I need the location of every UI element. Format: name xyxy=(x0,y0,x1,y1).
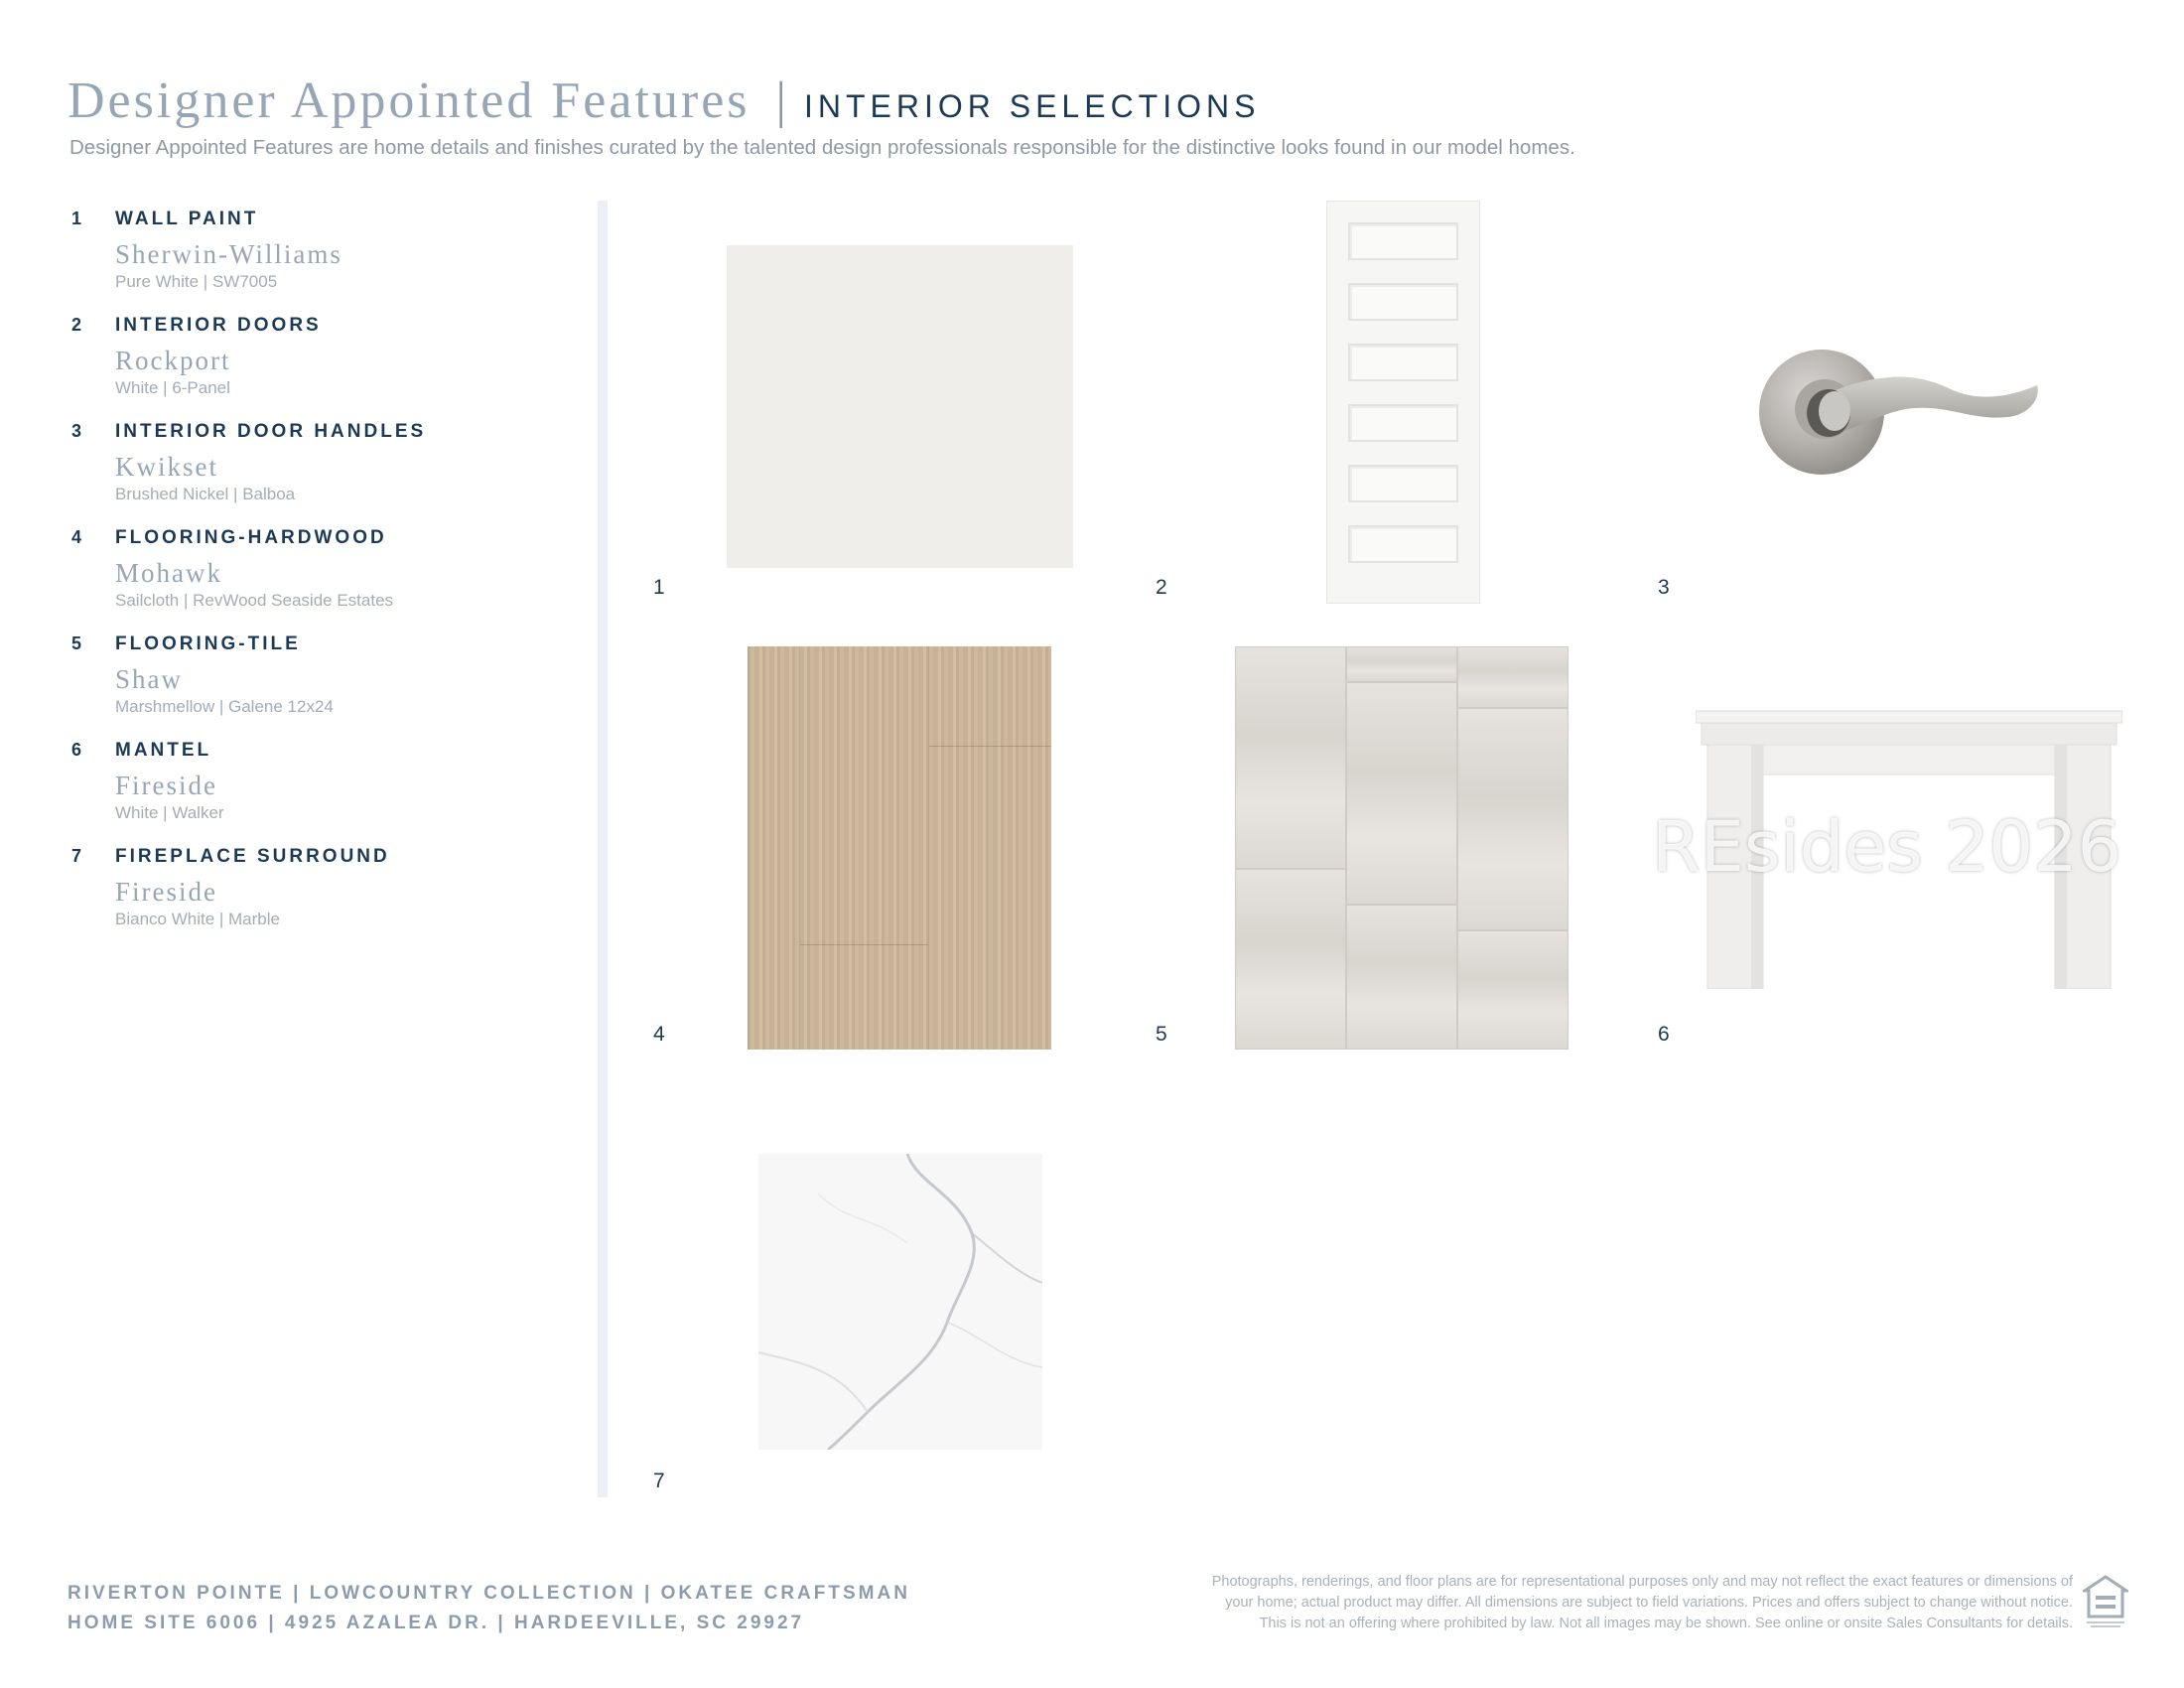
intro-text: Designer Appointed Features are home details and finishes curated by the talented design professionals responsible for the distinctive looks found in our model homes. xyxy=(69,136,1575,159)
item-category: INTERIOR DOOR HANDLES xyxy=(115,421,427,442)
footer-disclaimer xyxy=(1050,1572,2073,1634)
item-number: 6 xyxy=(71,740,82,760)
item-category: MANTEL xyxy=(115,740,212,761)
item-number: 4 xyxy=(71,527,82,547)
item-number: 3 xyxy=(71,421,82,441)
item-category: FIREPLACE SURROUND xyxy=(115,846,390,867)
tile-piece xyxy=(1346,682,1457,905)
item-category: FLOORING-HARDWOOD xyxy=(115,527,387,548)
footer-address xyxy=(68,1579,910,1638)
item-number: 5 xyxy=(71,633,82,653)
stone-tile-image xyxy=(1235,646,1569,1050)
page-subtitle: INTERIOR SELECTIONS xyxy=(803,88,1261,124)
page-title: Designer Appointed Features xyxy=(68,72,751,129)
item-number: 2 xyxy=(71,315,82,335)
tile-piece xyxy=(1457,708,1569,930)
disclaimer-line: your home; actual product may differ. All dimensions are subject to field variations. Prices and offers subject to change without notice. xyxy=(1225,1595,2073,1611)
lever-door-handle-image xyxy=(1747,338,2045,487)
item-number: 7 xyxy=(71,846,82,866)
door-panel xyxy=(1348,283,1458,321)
list-item xyxy=(71,419,588,525)
list-item xyxy=(71,738,588,844)
equal-housing-opportunity-icon xyxy=(2083,1575,2128,1628)
item-brand: Mohawk xyxy=(115,558,222,588)
item-brand: Fireside xyxy=(115,771,217,800)
item-brand: Fireside xyxy=(115,877,217,907)
disclaimer-line: Photographs, renderings, and floor plans are for representational purposes only and may not reflect the exact features or dimensions of xyxy=(1211,1574,2073,1590)
gallery-label-6: 6 xyxy=(1658,1023,1670,1046)
item-brand: Kwikset xyxy=(115,452,218,482)
item-number: 1 xyxy=(71,209,82,228)
selection-list xyxy=(71,207,588,950)
tile-piece xyxy=(1235,646,1346,869)
plank-seam xyxy=(800,944,928,945)
page-header xyxy=(68,71,1260,130)
item-category: WALL PAINT xyxy=(115,209,259,229)
list-item xyxy=(71,207,588,313)
marble-slab-image xyxy=(758,1154,1042,1450)
gallery-label-5: 5 xyxy=(1156,1023,1167,1046)
door-panel xyxy=(1348,465,1458,502)
six-panel-door-image xyxy=(1326,201,1480,604)
tile-piece xyxy=(1457,930,1569,1050)
item-detail: Marshmellow | Galene 12x24 xyxy=(115,697,334,716)
title-separator: | xyxy=(775,72,786,129)
footer-community-line: RIVERTON POINTE | LOWCOUNTRY COLLECTION | OKATEE CRAFTSMAN xyxy=(68,1583,910,1604)
list-item xyxy=(71,844,588,950)
list-item xyxy=(71,525,588,632)
door-panel xyxy=(1348,344,1458,381)
item-brand: Rockport xyxy=(115,346,231,375)
item-brand: Shaw xyxy=(115,664,183,694)
disclaimer-line: This is not an offering where prohibited by law. Not all images may be shown. See online or onsite Sales Consultants for details. xyxy=(1259,1616,2073,1631)
gallery-label-7: 7 xyxy=(653,1470,665,1492)
vertical-divider xyxy=(598,201,608,1497)
item-brand: Sherwin-Williams xyxy=(115,239,342,269)
item-detail: Sailcloth | RevWood Seaside Estates xyxy=(115,591,394,610)
list-item xyxy=(71,313,588,419)
tile-piece xyxy=(1346,646,1457,682)
list-item xyxy=(71,632,588,738)
paint-swatch-image xyxy=(727,245,1073,568)
gallery-label-2: 2 xyxy=(1156,576,1167,599)
door-panel xyxy=(1348,222,1458,260)
item-detail: Bianco White | Marble xyxy=(115,910,280,928)
door-panel xyxy=(1348,525,1458,563)
item-detail: Brushed Nickel | Balboa xyxy=(115,485,296,503)
tile-piece xyxy=(1235,869,1346,1050)
item-category: INTERIOR DOORS xyxy=(115,315,322,336)
item-detail: Pure White | SW7005 xyxy=(115,272,278,291)
gallery-label-3: 3 xyxy=(1658,576,1670,599)
tile-piece xyxy=(1346,905,1457,1050)
hardwood-plank-image xyxy=(748,646,1051,1050)
item-detail: White | 6-Panel xyxy=(115,378,230,397)
item-detail: White | Walker xyxy=(115,803,224,822)
door-panel xyxy=(1348,404,1458,442)
tile-piece xyxy=(1457,646,1569,708)
item-category: FLOORING-TILE xyxy=(115,633,301,654)
plank-seam xyxy=(929,746,1051,747)
gallery-label-4: 4 xyxy=(653,1023,665,1046)
watermark: REsides 2026 xyxy=(1652,806,2122,888)
footer-homesite-line: HOME SITE 6006 | 4925 AZALEA DR. | HARDEEVILLE, SC 29927 xyxy=(68,1613,805,1633)
gallery-label-1: 1 xyxy=(653,576,665,599)
